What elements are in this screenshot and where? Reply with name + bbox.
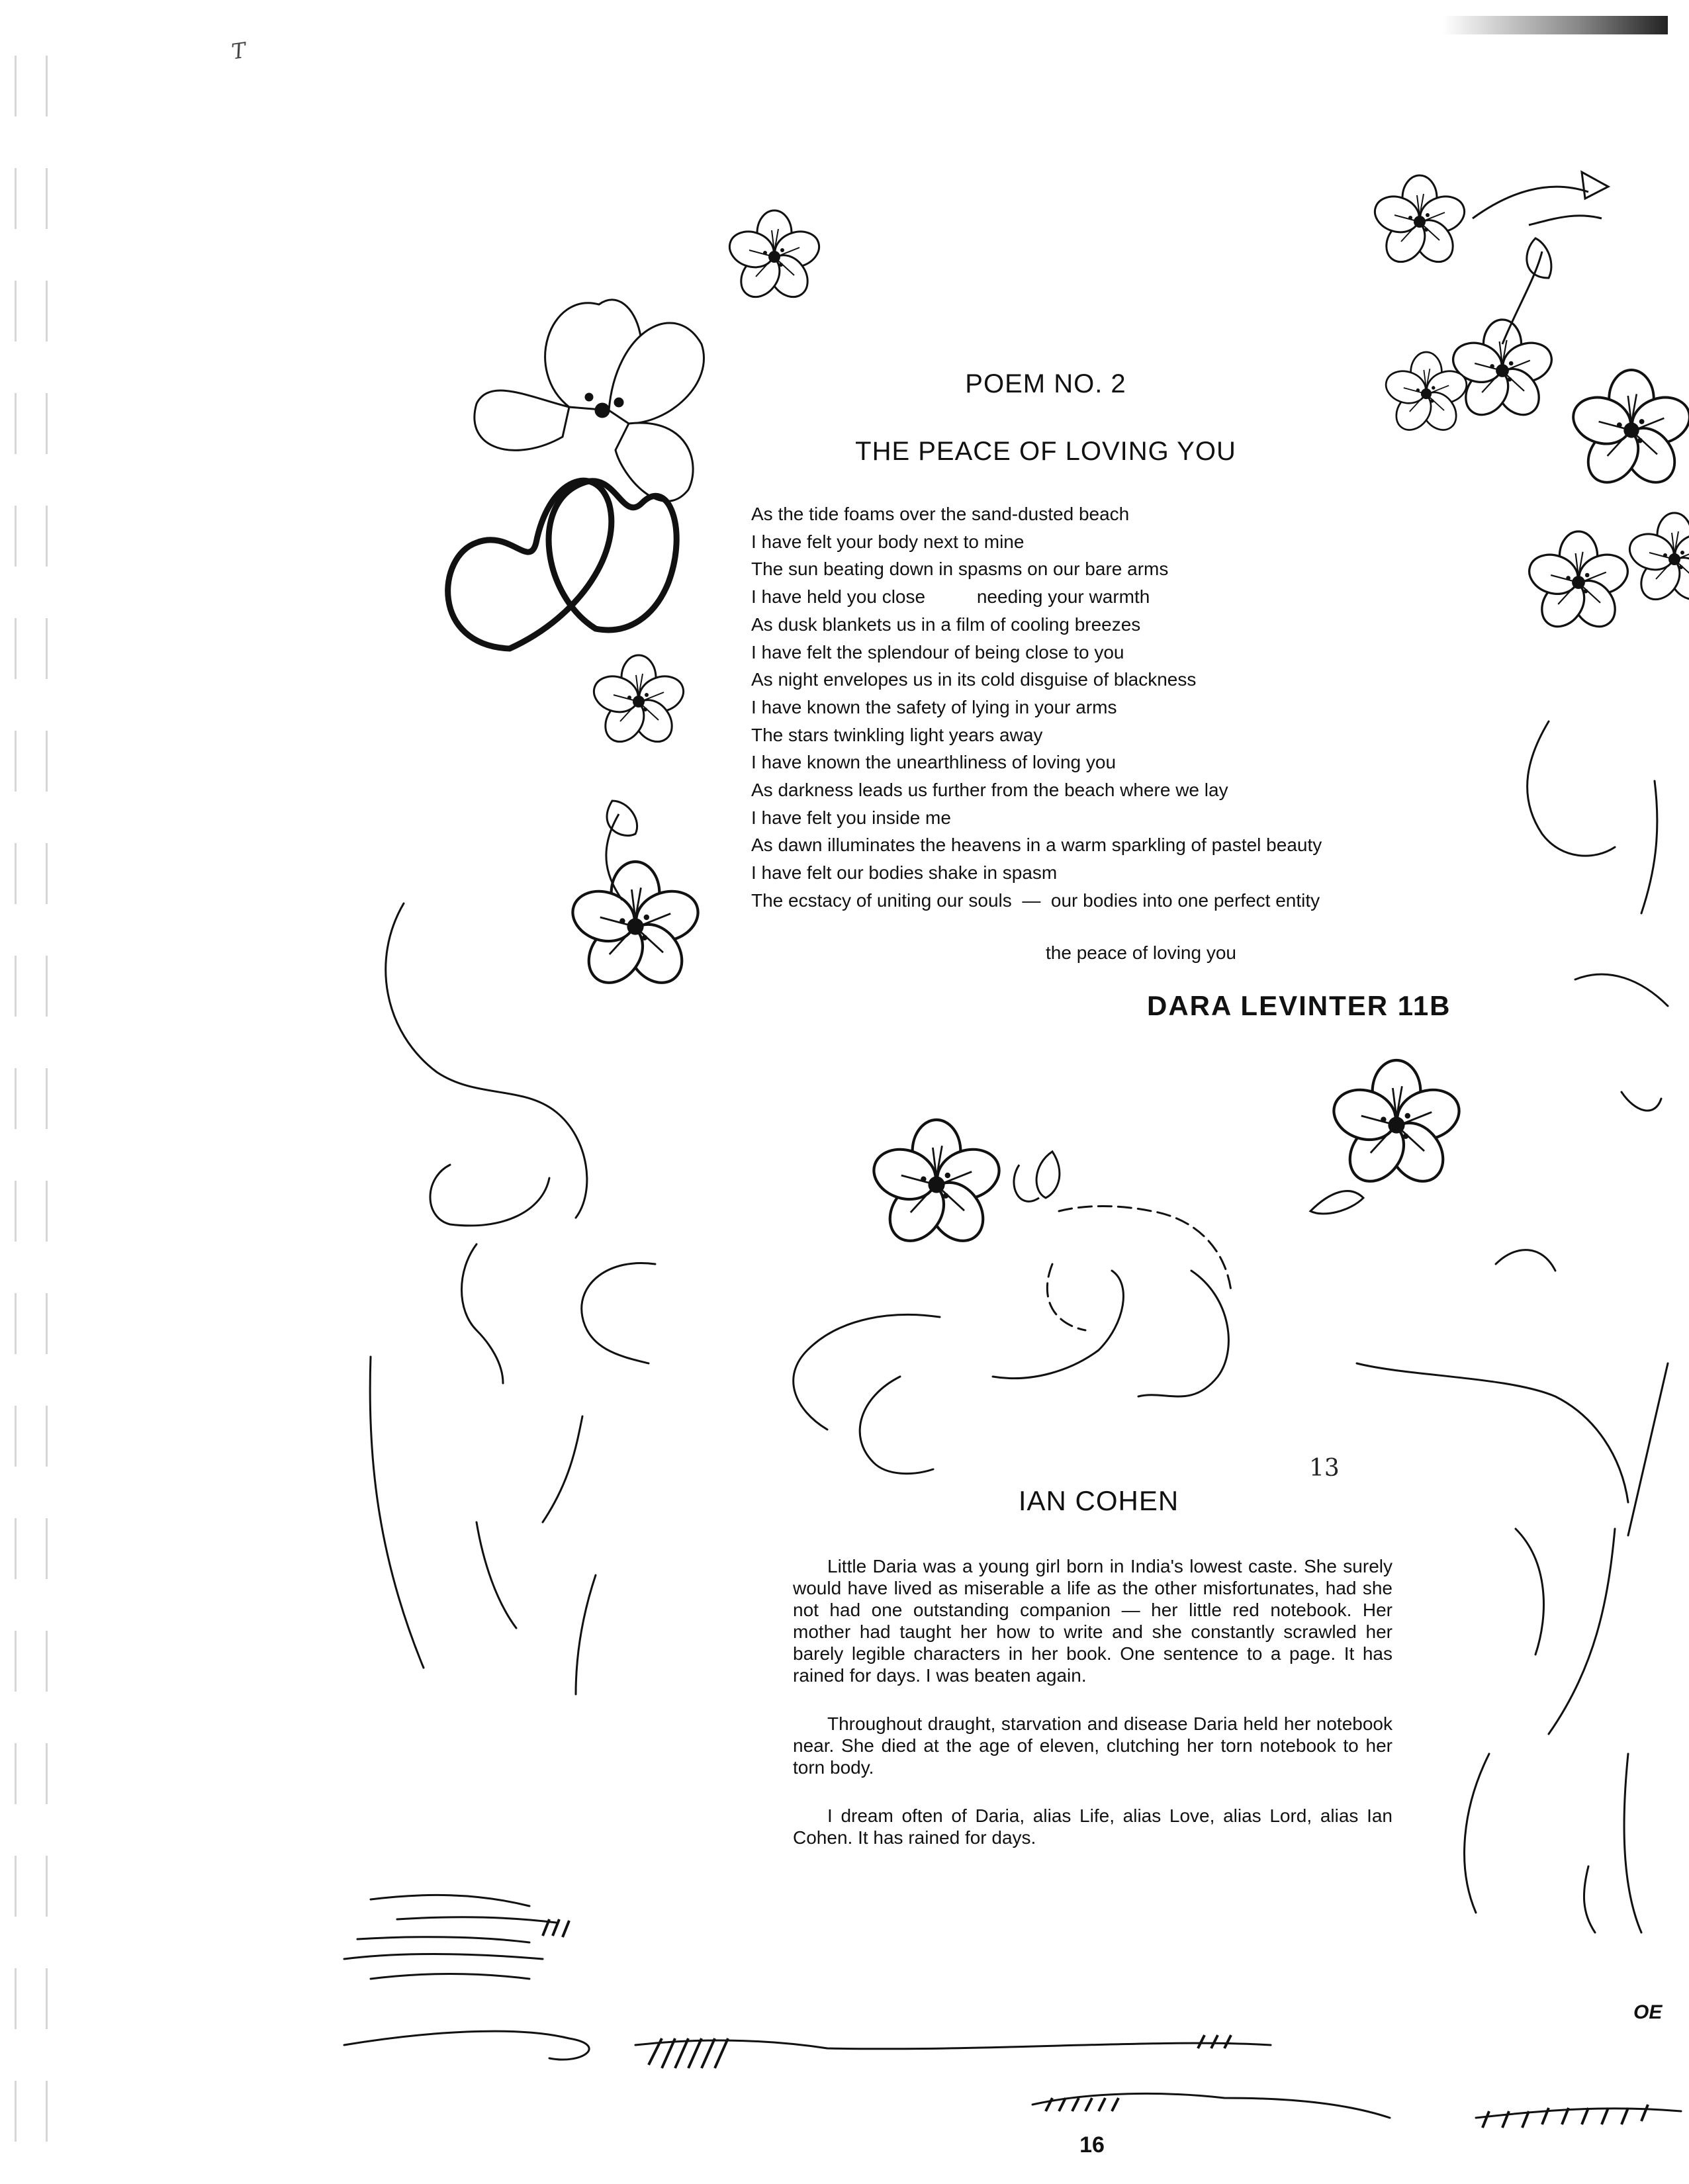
artist-signature: OE <box>1633 2001 1663 2023</box>
poem-author: DARA LEVINTER 11B <box>1147 990 1451 1021</box>
page-number: 16 <box>1079 2132 1105 2158</box>
poem-line: The sun beating down in spasms on our bare arms <box>751 559 1169 580</box>
poem-lines <box>751 500 1322 915</box>
corner-handwritten-mark: T <box>230 37 248 65</box>
large-flower-drawing <box>475 300 704 501</box>
poem-line: I have known the unearthliness of loving you <box>751 752 1117 773</box>
prose-body <box>793 1555 1392 1875</box>
prose-paragraph: I dream often of Daria, alias Life, alias Love, alias Lord, alias Ian Cohen. It has rained for days. <box>793 1805 1392 1848</box>
prose-title: IAN COHEN <box>1018 1485 1179 1516</box>
prose-paragraph: Little Daria was a young girl born in India's lowest caste. She surely would have lived as miserable a life as the other misfortunates, had she not had one outstanding companion — her little red notebook. Her mother had taught her how to write and she constantly scrawled her barely legible characters in her book. One sentence to a page. It has rained for days. I was beaten again. <box>793 1556 1392 1686</box>
flower-drawing <box>567 862 705 993</box>
poem-title: THE PEACE OF LOVING YOU <box>855 437 1236 466</box>
poem-line: I have felt our bodies shake in spasm <box>751 862 1058 884</box>
flower-drawing <box>868 1120 1006 1251</box>
flower-drawing <box>1370 175 1469 269</box>
poem-line: As dawn illuminates the heavens in a warm sparkling of pastel beauty <box>751 835 1322 856</box>
poem-line: I have felt the splendour of being close to you <box>751 641 1124 662</box>
flower-drawing <box>1567 370 1689 492</box>
poem-line: As night envelopes us in its cold disguise of blackness <box>751 669 1197 690</box>
interlocking-hearts-drawing <box>448 480 677 649</box>
flower-drawing <box>1448 320 1557 423</box>
poem-closing-line: the peace of loving you <box>1046 942 1236 963</box>
poem-line: I have felt you inside me <box>751 807 951 828</box>
flower-drawing <box>1328 1060 1466 1192</box>
poem-line: I have held you close needing your warmth <box>751 586 1150 608</box>
poem-line: I have felt your body next to mine <box>751 531 1025 552</box>
poem-line: As dusk blankets us in a film of cooling breezes <box>751 614 1141 635</box>
poem-line: The stars twinkling light years away <box>751 724 1043 745</box>
handwritten-number: 13 <box>1309 1455 1340 1482</box>
poem-line: As darkness leads us further from the beach where we lay <box>751 780 1228 801</box>
poem-line: I have known the safety of lying in your arms <box>751 696 1117 717</box>
poem-line: As the tide foams over the sand-dusted beach <box>751 504 1130 524</box>
flower-drawing <box>1524 531 1633 635</box>
flower-drawing <box>589 655 688 749</box>
prose-paragraph: Throughout draught, starvation and disease Daria held her notebook near. She died at the age of eleven, clutching her torn notebook to her torn body. <box>793 1713 1392 1778</box>
flower-drawing <box>1625 513 1689 607</box>
poem-heading: POEM NO. 2 <box>965 369 1126 398</box>
poem-line: The ecstacy of uniting our souls — our bodies into one perfect entity <box>751 889 1320 911</box>
flower-drawing <box>725 210 823 304</box>
